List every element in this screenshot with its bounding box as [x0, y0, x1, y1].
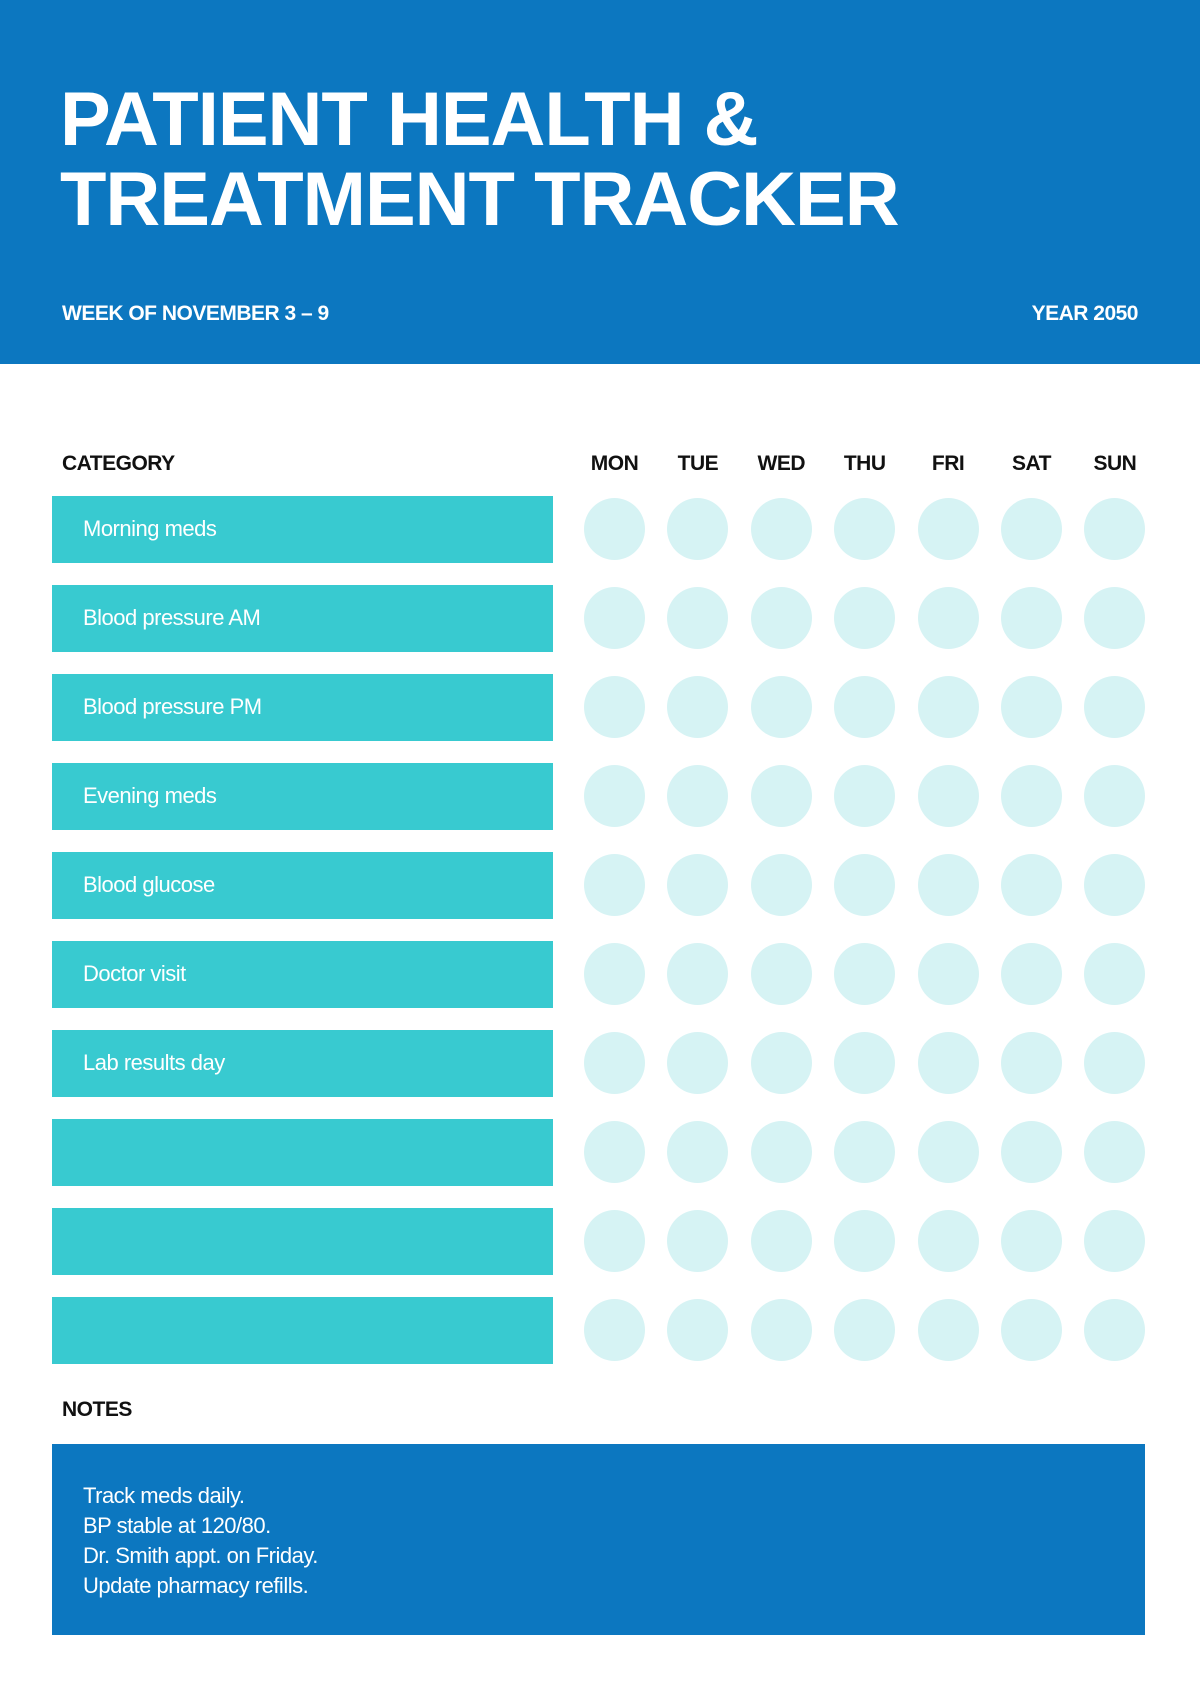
check-circle-sun[interactable]	[1084, 1121, 1145, 1183]
check-circle-mon[interactable]	[584, 676, 645, 738]
check-circle-sun[interactable]	[1084, 676, 1145, 738]
note-line: Dr. Smith appt. on Friday.	[83, 1543, 318, 1568]
check-circle-thu[interactable]	[834, 676, 895, 738]
title-line-1: PATIENT HEALTH &	[60, 77, 758, 162]
check-circle-mon[interactable]	[584, 1032, 645, 1094]
check-circle-mon[interactable]	[584, 1299, 645, 1361]
check-circle-fri[interactable]	[918, 943, 979, 1005]
check-circle-sat[interactable]	[1001, 943, 1062, 1005]
category-label: Morning meds	[83, 516, 217, 541]
category-label: Lab results day	[83, 1050, 225, 1075]
check-circle-sun[interactable]	[1084, 1210, 1145, 1272]
category-row	[52, 763, 553, 830]
notes-label: NOTES	[62, 1398, 132, 1421]
day-header-wed: WED	[757, 452, 806, 475]
check-circle-tue[interactable]	[667, 765, 728, 827]
check-circle-fri[interactable]	[918, 498, 979, 560]
day-header-fri: FRI	[931, 452, 965, 475]
title-line-2: TREATMENT TRACKER	[60, 157, 899, 242]
check-circle-tue[interactable]	[667, 943, 728, 1005]
check-circle-mon[interactable]	[584, 587, 645, 649]
check-circle-sun[interactable]	[1084, 943, 1145, 1005]
check-circle-thu[interactable]	[834, 1299, 895, 1361]
check-circle-mon[interactable]	[584, 1210, 645, 1272]
check-circle-fri[interactable]	[918, 1121, 979, 1183]
note-line: Track meds daily.	[83, 1483, 245, 1508]
check-circle-fri[interactable]	[918, 854, 979, 916]
check-circle-sun[interactable]	[1084, 854, 1145, 916]
check-circle-tue[interactable]	[667, 1032, 728, 1094]
check-circle-wed[interactable]	[751, 1210, 812, 1272]
day-header-tue: TUE	[677, 452, 719, 475]
check-circle-wed[interactable]	[751, 1121, 812, 1183]
check-circle-sun[interactable]	[1084, 1032, 1145, 1094]
check-circle-sun[interactable]	[1084, 498, 1145, 560]
check-circle-mon[interactable]	[584, 765, 645, 827]
check-circle-tue[interactable]	[667, 498, 728, 560]
note-line: BP stable at 120/80.	[83, 1513, 271, 1538]
check-circle-sat[interactable]	[1001, 498, 1062, 560]
check-circle-mon[interactable]	[584, 498, 645, 560]
check-circle-sat[interactable]	[1001, 854, 1062, 916]
check-circle-tue[interactable]	[667, 676, 728, 738]
check-circle-wed[interactable]	[751, 587, 812, 649]
check-circle-wed[interactable]	[751, 1032, 812, 1094]
category-label: Doctor visit	[83, 961, 186, 986]
check-circle-thu[interactable]	[834, 1121, 895, 1183]
check-circle-thu[interactable]	[834, 1032, 895, 1094]
check-circle-tue[interactable]	[667, 1121, 728, 1183]
check-circle-fri[interactable]	[918, 765, 979, 827]
check-circle-tue[interactable]	[667, 1299, 728, 1361]
check-circle-sat[interactable]	[1001, 676, 1062, 738]
check-circle-tue[interactable]	[667, 587, 728, 649]
check-circle-sat[interactable]	[1001, 1299, 1062, 1361]
category-row	[52, 585, 553, 652]
check-circle-sun[interactable]	[1084, 765, 1145, 827]
category-row	[52, 1119, 553, 1186]
note-line: Update pharmacy refills.	[83, 1573, 309, 1598]
category-header: CATEGORY	[62, 452, 175, 475]
check-circle-sun[interactable]	[1084, 1299, 1145, 1361]
category-label: Blood pressure AM	[83, 605, 261, 630]
category-row	[52, 1030, 553, 1097]
check-circle-sat[interactable]	[1001, 587, 1062, 649]
check-circle-wed[interactable]	[751, 1299, 812, 1361]
day-header-sun: SUN	[1093, 452, 1137, 475]
check-circle-mon[interactable]	[584, 943, 645, 1005]
check-circle-mon[interactable]	[584, 854, 645, 916]
check-circle-fri[interactable]	[918, 587, 979, 649]
category-label: Blood pressure PM	[83, 694, 262, 719]
check-circle-wed[interactable]	[751, 943, 812, 1005]
check-circle-wed[interactable]	[751, 676, 812, 738]
check-circle-tue[interactable]	[667, 854, 728, 916]
page-title	[60, 77, 899, 242]
category-row	[52, 941, 553, 1008]
check-circle-fri[interactable]	[918, 676, 979, 738]
year-label: YEAR 2050	[1031, 302, 1138, 325]
check-circle-wed[interactable]	[751, 765, 812, 827]
check-circle-fri[interactable]	[918, 1210, 979, 1272]
check-circle-sat[interactable]	[1001, 1032, 1062, 1094]
category-row	[52, 674, 553, 741]
check-circle-wed[interactable]	[751, 498, 812, 560]
check-circle-fri[interactable]	[918, 1299, 979, 1361]
check-circle-sat[interactable]	[1001, 1121, 1062, 1183]
day-header-thu: THU	[843, 452, 886, 475]
day-header-mon: MON	[590, 452, 639, 475]
category-label: Evening meds	[83, 783, 217, 808]
check-circle-mon[interactable]	[584, 1121, 645, 1183]
check-circle-sat[interactable]	[1001, 765, 1062, 827]
category-row	[52, 496, 553, 563]
check-circle-wed[interactable]	[751, 854, 812, 916]
header-banner	[0, 0, 1200, 364]
check-circle-thu[interactable]	[834, 854, 895, 916]
check-circle-sat[interactable]	[1001, 1210, 1062, 1272]
notes-box	[52, 1444, 1145, 1635]
category-label: Blood glucose	[83, 872, 215, 897]
day-header-sat: SAT	[1012, 452, 1051, 475]
check-circle-sun[interactable]	[1084, 587, 1145, 649]
category-row	[52, 852, 553, 919]
check-circle-thu[interactable]	[834, 1210, 895, 1272]
check-circle-thu[interactable]	[834, 498, 895, 560]
check-circle-thu[interactable]	[834, 943, 895, 1005]
category-row	[52, 1208, 553, 1275]
week-label: WEEK OF NOVEMBER 3 – 9	[62, 302, 329, 325]
check-circle-thu[interactable]	[834, 587, 895, 649]
check-circle-tue[interactable]	[667, 1210, 728, 1272]
check-circle-thu[interactable]	[834, 765, 895, 827]
category-row	[52, 1297, 553, 1364]
check-circle-fri[interactable]	[918, 1032, 979, 1094]
